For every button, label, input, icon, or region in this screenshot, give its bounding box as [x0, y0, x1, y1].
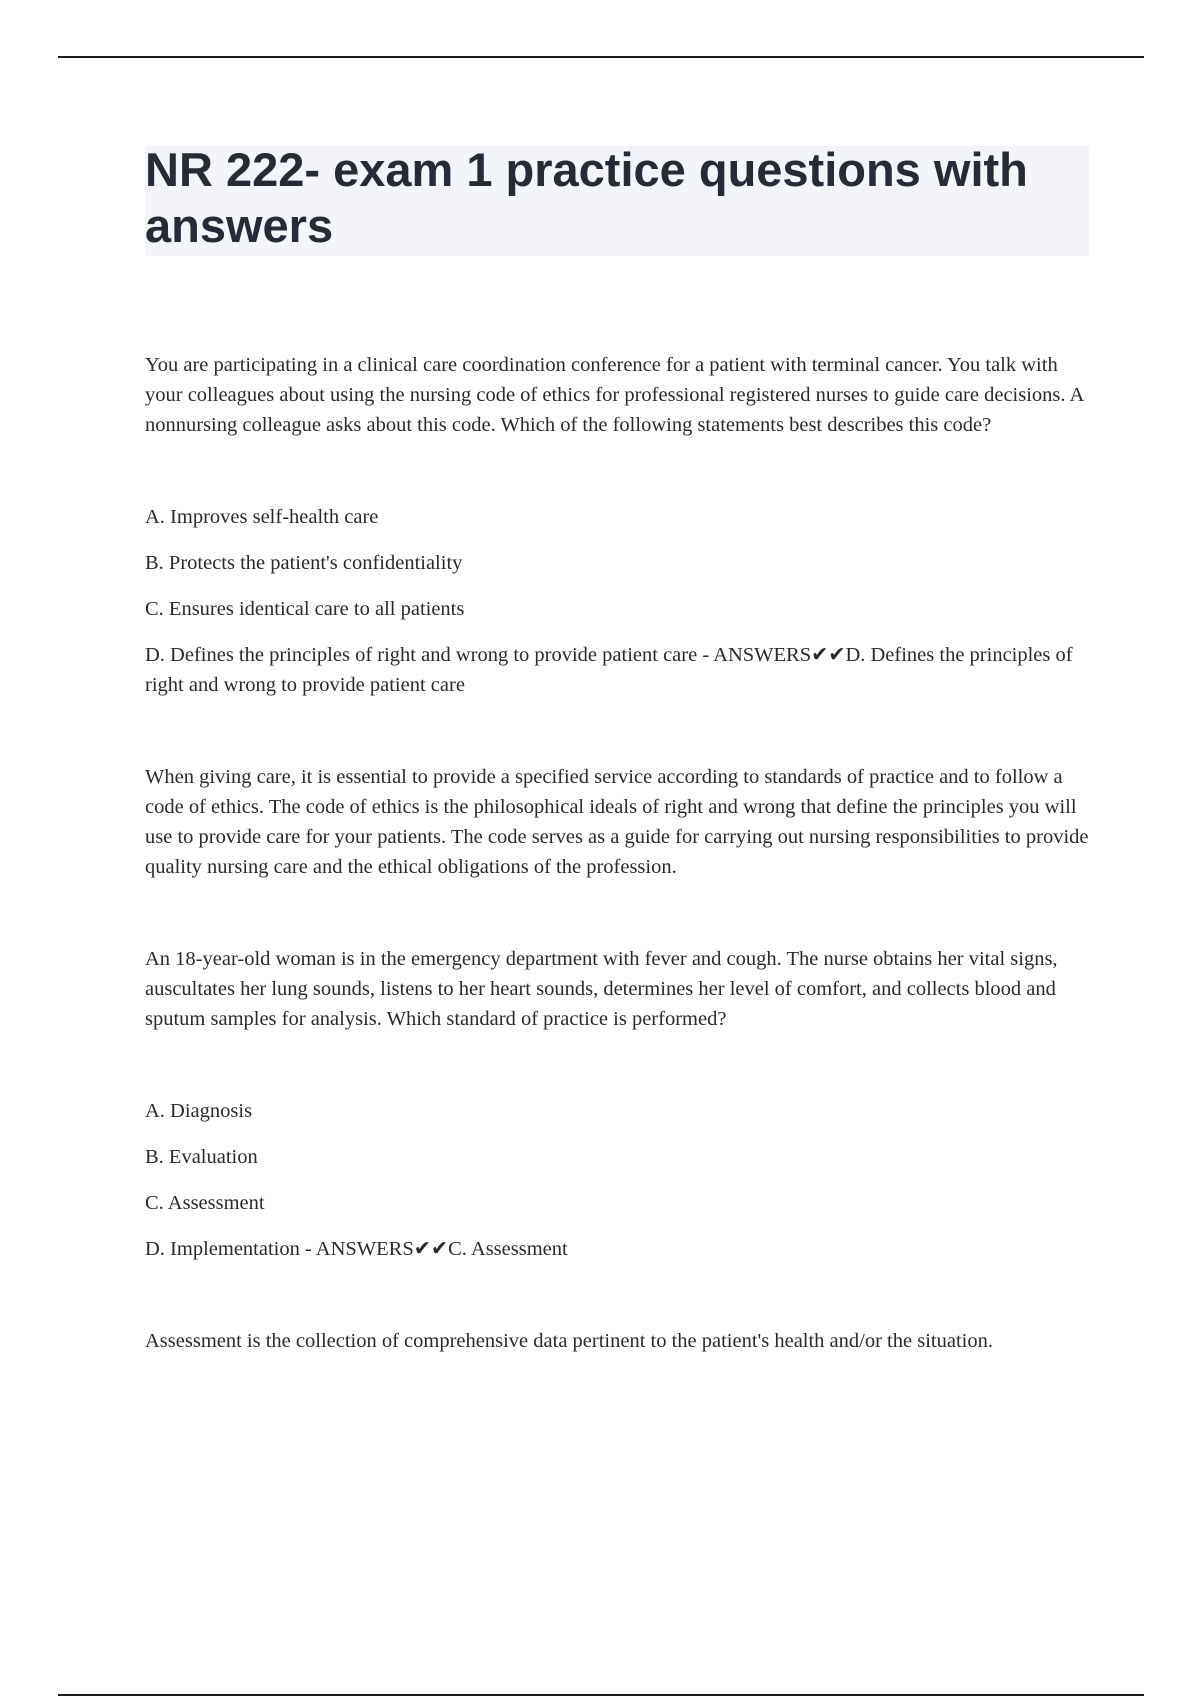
document-body — [145, 350, 1095, 1356]
question-1-option-b: B. Protects the patient's confidentiality — [145, 552, 463, 574]
question-2-option-a: A. Diagnosis — [145, 1100, 253, 1122]
question-1-option-c: C. Ensures identical care to all patients — [145, 598, 465, 620]
question-2-option-d: D. Implementation - ANSWERS✔✔C. Assessment — [145, 1238, 568, 1260]
question-2-options — [145, 1096, 1095, 1264]
question-2-option-b: B. Evaluation — [145, 1146, 258, 1168]
question-1-stem: You are participating in a clinical care coordination conference for a patient with terminal cancer. You talk with your colleagues about using the nursing code of ethics for professional registered nurses to guide care decisions. A nonnursing colleague asks about this code. Which of the following statements best describes this code? — [145, 354, 1084, 436]
question-1-option-a: A. Improves self-health care — [145, 506, 379, 528]
question-1-options — [145, 502, 1095, 700]
question-2-rationale: Assessment is the collection of comprehensive data pertinent to the patient's health and/or the situation. — [145, 1330, 993, 1352]
question-2-option-c: C. Assessment — [145, 1192, 265, 1214]
top-divider — [58, 56, 1144, 58]
question-1-option-d: D. Defines the principles of right and wrong to provide patient care - ANSWERS✔✔D. Defines the principles of right and wrong to provide patient care — [145, 644, 1073, 696]
question-2-stem: An 18-year-old woman is in the emergency department with fever and cough. The nurse obtains her vital signs, auscultates her lung sounds, listens to her heart sounds, determines her level of comfort, and collects blood and sputum samples for analysis. Which standard of practice is performed? — [145, 948, 1058, 1030]
document-title: NR 222- exam 1 practice questions with answers — [145, 143, 1028, 252]
question-1-rationale: When giving care, it is essential to provide a specified service according to standards of practice and to follow a code of ethics. The code of ethics is the philosophical ideals of right and wrong that define the principles you will use to provide care for your patients. The code serves as a guide for carrying out nursing responsibilities to provide quality nursing care and the ethical obligations of the profession. — [145, 766, 1089, 878]
bottom-divider — [58, 1694, 1144, 1696]
